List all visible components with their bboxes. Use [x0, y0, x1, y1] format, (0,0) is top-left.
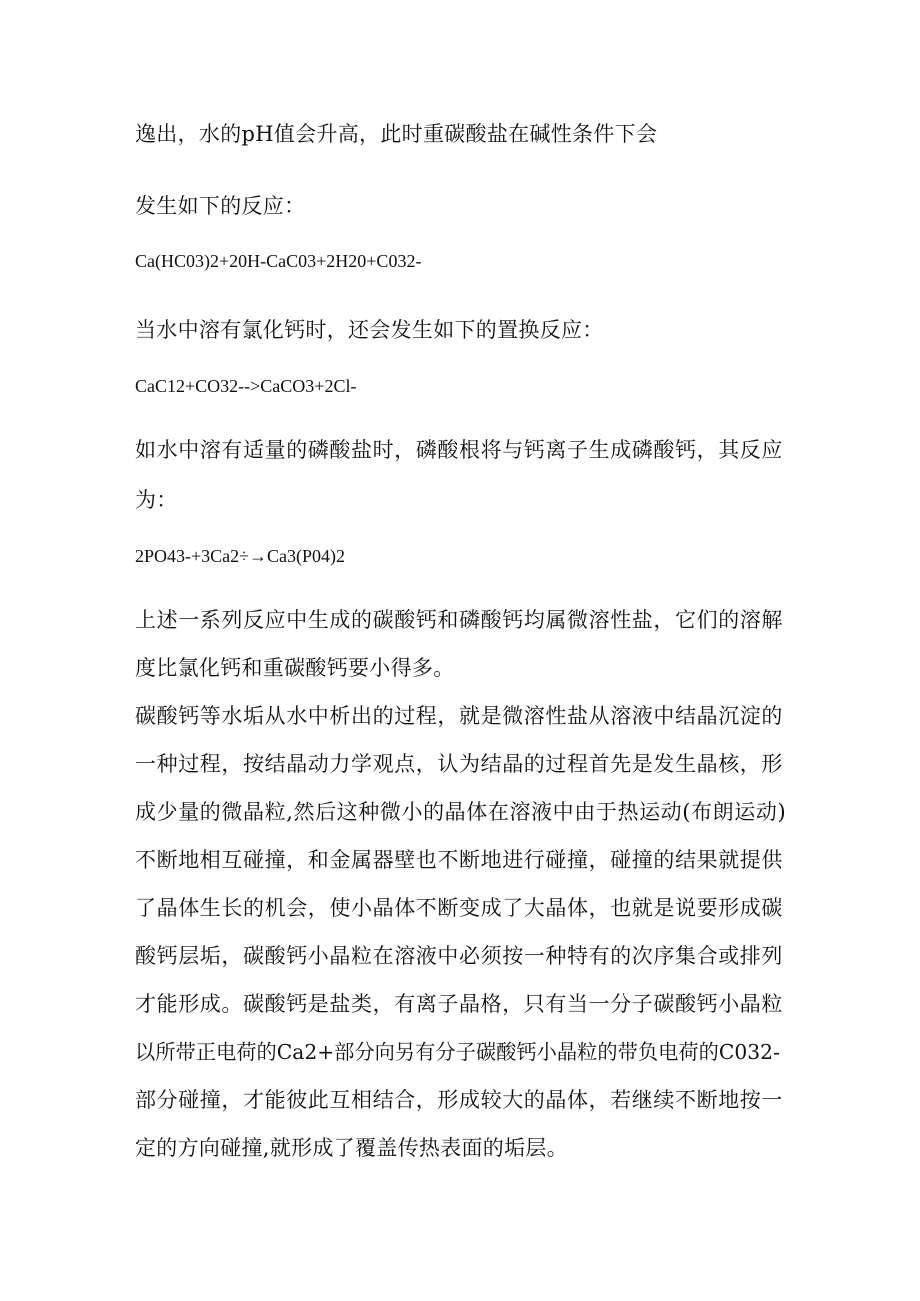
text-line: 一种过程，按结晶动力学观点，认为结晶的过程首先是发生晶核，形	[135, 752, 783, 776]
text-line: 成少量的微晶粒,然后这种微小的晶体在溶液中由于热运动(布朗运动)	[135, 800, 787, 824]
text-line: 逸出，水的pH值会升高，此时重碳酸盐在碱性条件下会	[135, 122, 658, 146]
chemical-equation: Ca(HC03)2+20H-CaC03+2H20+C032-	[135, 251, 422, 271]
text-line: 以所带正电荷的Ca2+部分向另有分子碳酸钙小晶粒的带负电荷的C032-	[135, 1040, 780, 1064]
text-line: 为：	[135, 488, 178, 512]
text-line: 才能形成。碳酸钙是盐类，有离子晶格，只有当一分子碳酸钙小晶粒	[135, 992, 783, 1016]
text-line: 碳酸钙等水垢从水中析出的过程，就是微溶性盐从溶液中结晶沉淀的	[135, 704, 783, 728]
text-line: 酸钙层垢，碳酸钙小晶粒在溶液中必须按一种特有的次序集合或排列	[135, 944, 783, 968]
text-line: 了晶体生长的机会，使小晶体不断变成了大晶体，也就是说要形成碳	[135, 896, 783, 920]
chemical-equation: CaC12+CO32-->CaCO3+2Cl-	[135, 376, 357, 396]
chemical-equation: 2PO43-+3Ca2÷→Ca3(P04)2	[135, 546, 346, 566]
text-line: 部分碰撞，才能彼此互相结合，形成较大的晶体，若继续不断地按一	[135, 1088, 783, 1112]
text-line: 当水中溶有氯化钙时，还会发生如下的置换反应：	[135, 318, 604, 342]
text-line: 如水中溶有适量的磷酸盐时，磷酸根将与钙离子生成磷酸钙，其反应	[135, 438, 783, 462]
text-line: 发生如下的反应：	[135, 194, 306, 218]
text-line: 定的方向碰撞,就形成了覆盖传热表面的垢层。	[135, 1136, 568, 1160]
text-line: 度比氯化钙和重碳酸钙要小得多。	[135, 656, 455, 680]
text-line: 上述一系列反应中生成的碳酸钙和磷酸钙均属微溶性盐，它们的溶解	[135, 608, 783, 632]
text-line: 不断地相互碰撞，和金属器壁也不断地进行碰撞，碰撞的结果就提供	[135, 848, 783, 872]
